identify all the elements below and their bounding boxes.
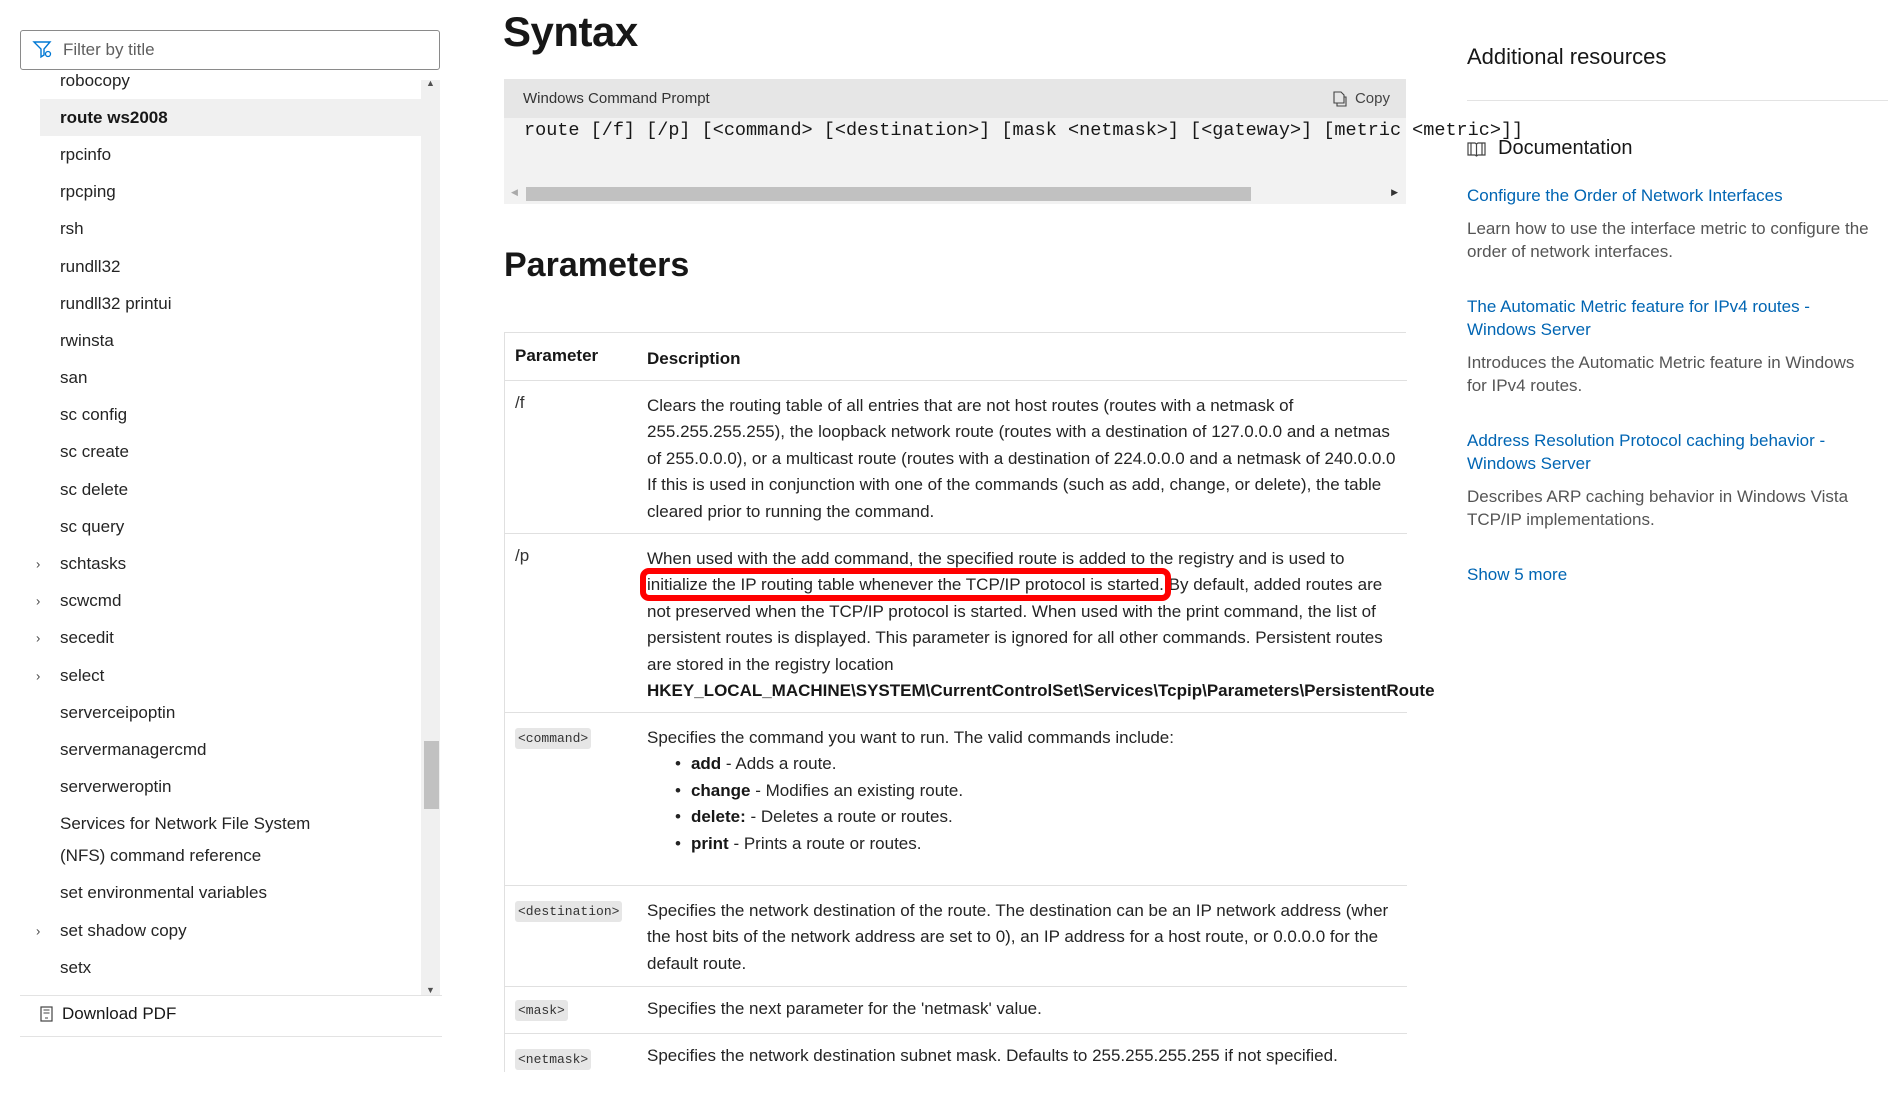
toc-item[interactable] (40, 136, 421, 173)
code-horizontal-scrollbar[interactable] (504, 185, 1406, 202)
toc-item-label: rpcping (60, 182, 116, 202)
divider (20, 995, 442, 996)
desc-line: Specifies the network destination of the route. The destination can be an IP network address (wher (647, 901, 1389, 920)
toc-item[interactable] (40, 769, 421, 806)
desc-line: Clears the routing table of all entries that are not host routes (routes with a netmask of (647, 396, 1294, 415)
command-name: change (690, 780, 751, 800)
toc-item[interactable] (40, 248, 421, 285)
documentation-section-heading (1467, 137, 1633, 160)
toc-item[interactable] (40, 211, 421, 248)
toc-item-label: scwcmd (60, 591, 122, 611)
resource-item (1467, 184, 1892, 264)
copy-icon (1333, 91, 1347, 107)
header-description: Description (647, 349, 741, 368)
toc-item[interactable] (40, 62, 421, 99)
table-row (505, 534, 1435, 713)
copy-button[interactable] (1333, 90, 1390, 107)
toc-item-label: schtasks (60, 554, 127, 574)
command-list (647, 751, 1447, 857)
param-name: <destination> (515, 901, 622, 922)
divider (1467, 100, 1888, 101)
command-name: print (690, 833, 729, 853)
resource-description: Learn how to use the interface metric to configure the order of network interfaces. (1467, 218, 1869, 261)
resource-item (1467, 295, 1867, 398)
toc-item-label: set shadow copy (60, 920, 187, 940)
toc-item[interactable] (40, 471, 421, 508)
resource-link[interactable]: Address Resolution Protocol caching behavior - Windows Server (1467, 430, 1826, 473)
syntax-heading: Syntax (503, 8, 638, 55)
resource-link[interactable]: The Automatic Metric feature for IPv4 routes - Windows Server (1467, 296, 1810, 339)
toc-item[interactable] (40, 731, 421, 768)
chevron-right-icon[interactable]: › (36, 668, 41, 684)
toc-item-label: rundll32 printui (60, 293, 172, 313)
toc-item-label: robocopy (60, 70, 130, 90)
code-scrollbar-thumb[interactable] (526, 187, 1251, 201)
desc-line: not preserved when the TCP/IP protocol is started. When used with the print command, the list of (647, 601, 1376, 621)
resource-item (1467, 429, 1867, 532)
param-name: /f (515, 393, 525, 412)
toc-item-label: rpcinfo (60, 144, 112, 164)
command-list-item (675, 751, 1447, 777)
toc-item-label: rsh (60, 219, 84, 239)
resource-description: Describes ARP caching behavior in Windows Vista TCP/IP implementations. (1467, 486, 1849, 529)
toc-item[interactable] (36, 620, 421, 657)
param-description: Specifies the network destination subnet mask. Defaults to 255.255.255.255 if not specified. (647, 1046, 1338, 1065)
resource-list (1467, 184, 1892, 586)
toc-item-label: select (60, 665, 105, 685)
toc-item-label: sc query (60, 516, 125, 536)
desc-line: Specifies the command you want to run. The valid commands include: (647, 728, 1174, 747)
toc-item-label: san (60, 368, 88, 388)
table-header-row (505, 333, 1407, 381)
param-description (647, 725, 1447, 857)
download-pdf-label: Download PDF (62, 1004, 177, 1023)
toc-item-label: Services for Network File System (NFS) command reference (60, 814, 311, 866)
command-description: - Modifies an existing route. (750, 780, 964, 800)
toc-item[interactable] (36, 583, 421, 620)
desc-text: By default, added routes are (1163, 575, 1383, 595)
code-block (504, 79, 1524, 204)
param-name: <command> (515, 728, 591, 749)
scroll-down-arrow-icon[interactable]: ▼ (426, 985, 435, 995)
desc-line: persistent routes is displayed. This parameter is ignored for all other commands. Persistent routes (647, 628, 1383, 648)
filter-input[interactable] (63, 40, 403, 60)
command-description: - Adds a route. (721, 754, 837, 774)
scroll-right-arrow-icon[interactable]: ▶ (1391, 187, 1398, 197)
command-description: - Deletes a route or routes. (745, 807, 953, 827)
table-row (505, 713, 1407, 886)
toc-scrollbar-thumb[interactable] (424, 741, 439, 809)
additional-resources-heading: Additional resources (1467, 44, 1667, 69)
toc-item-label: sc config (60, 405, 128, 425)
pdf-icon (40, 1006, 54, 1023)
param-description: Specifies the next parameter for the 'netmask' value. (647, 999, 1042, 1018)
filter-icon (33, 41, 53, 59)
parameters-table (504, 332, 1435, 1072)
toc-item[interactable] (40, 508, 421, 545)
toc-item-label: rundll32 (60, 256, 121, 276)
desc-line: default route. (647, 953, 747, 973)
toc-item[interactable] (40, 875, 421, 912)
toc-item-label: setx (60, 957, 92, 977)
desc-line: If this is used in conjunction with one of the commands (such as add, change, or delete), the table (647, 475, 1382, 495)
toc-item-label: serverweroptin (60, 777, 172, 797)
toc-item[interactable] (40, 99, 421, 136)
desc-line: 255.255.255.255), the loopback network route (routes with a destination of 127.0.0.0 and a netmas (647, 422, 1390, 442)
toc-item[interactable] (40, 174, 421, 211)
desc-line: the host bits of the network address are set to 0), an IP address for a host route, or 0.0.0.0 for the (647, 927, 1379, 947)
toc-item[interactable] (40, 434, 421, 471)
toc-item[interactable] (40, 322, 421, 359)
param-name: <netmask> (515, 1049, 591, 1070)
toc-item-label: secedit (60, 628, 114, 648)
param-name: <mask> (515, 1000, 568, 1021)
toc-item-label: serverceipoptin (60, 702, 176, 722)
documentation-label: Documentation (1498, 137, 1633, 159)
code-block-header (504, 79, 1406, 118)
command-list-item (675, 831, 1447, 857)
toc-item[interactable] (40, 285, 421, 322)
chevron-right-icon[interactable]: › (36, 630, 41, 646)
command-description: - Prints a route or routes. (728, 833, 922, 853)
chevron-right-icon[interactable]: › (36, 593, 41, 609)
toc-item-label: sc delete (60, 479, 129, 499)
parameters-heading: Parameters (504, 246, 690, 284)
command-name: add (690, 754, 722, 774)
desc-line: cleared prior to running the command. (647, 501, 935, 521)
toc-nav (36, 70, 421, 995)
scroll-up-arrow-icon[interactable]: ▲ (426, 78, 435, 88)
download-pdf-link[interactable] (40, 1004, 176, 1024)
toc-scrollbar[interactable] (421, 80, 440, 995)
resource-link[interactable]: Configure the Order of Network Interfaces (1467, 186, 1783, 205)
registry-path: HKEY_LOCAL_MACHINE\SYSTEM\CurrentControlSet\Services\Tcpip\Parameters\PersistentRoute (647, 681, 1435, 701)
book-icon (1467, 141, 1486, 157)
toc-item-label: route ws2008 (60, 107, 168, 127)
toc-item[interactable] (40, 694, 421, 731)
code-language: Windows Command Prompt (523, 90, 710, 107)
desc-line: are stored in the registry location (647, 654, 894, 674)
toc-item-label: rwinsta (60, 330, 114, 350)
toc-item[interactable] (36, 545, 421, 582)
command-name: delete: (690, 807, 746, 827)
command-list-item (675, 778, 1447, 804)
divider (20, 1036, 442, 1037)
toc-item[interactable] (36, 912, 421, 949)
command-list-item (675, 804, 1447, 830)
copy-label: Copy (1354, 90, 1390, 107)
table-row (505, 381, 1407, 534)
toc-item[interactable] (36, 657, 421, 694)
chevron-right-icon[interactable]: › (36, 923, 41, 939)
param-description (647, 898, 1447, 977)
header-parameter: Parameter (515, 346, 599, 365)
toc-item[interactable] (40, 949, 421, 986)
table-row (505, 987, 1407, 1034)
highlighted-text: initialize the IP routing table whenever the TCP/IP protocol is started. (647, 575, 1164, 595)
chevron-right-icon[interactable]: › (36, 556, 41, 572)
table-row (505, 886, 1407, 987)
param-name: /p (515, 546, 530, 565)
param-description (647, 546, 1447, 704)
toc-item-label: sc create (60, 442, 129, 462)
desc-line: of 255.0.0.0), or a multicast route (routes with a destination of 224.0.0.0 and a netmask of 240.0.0.0 (647, 448, 1396, 468)
param-description (647, 393, 1447, 525)
code-line: route [/f] [/p] [<command> [<destination>] [mask <netmask>] [<gateway>] [metric <metric>]] (524, 120, 1524, 141)
toc-item[interactable] (40, 360, 421, 397)
desc-line (647, 572, 1447, 598)
resource-description: Introduces the Automatic Metric feature in Windows for IPv4 routes. (1467, 352, 1855, 395)
toc-item-label: servermanagercmd (60, 739, 207, 759)
desc-line: When used with the add command, the specified route is added to the registry and is used to (647, 549, 1345, 568)
toc-item-label: set environmental variables (60, 883, 267, 903)
table-row (505, 1034, 1407, 1094)
show-more-link[interactable]: Show 5 more (1467, 564, 1568, 584)
toc-item[interactable] (40, 806, 421, 875)
scroll-left-arrow-icon[interactable]: ◀ (511, 187, 518, 197)
toc-item[interactable] (40, 397, 421, 434)
